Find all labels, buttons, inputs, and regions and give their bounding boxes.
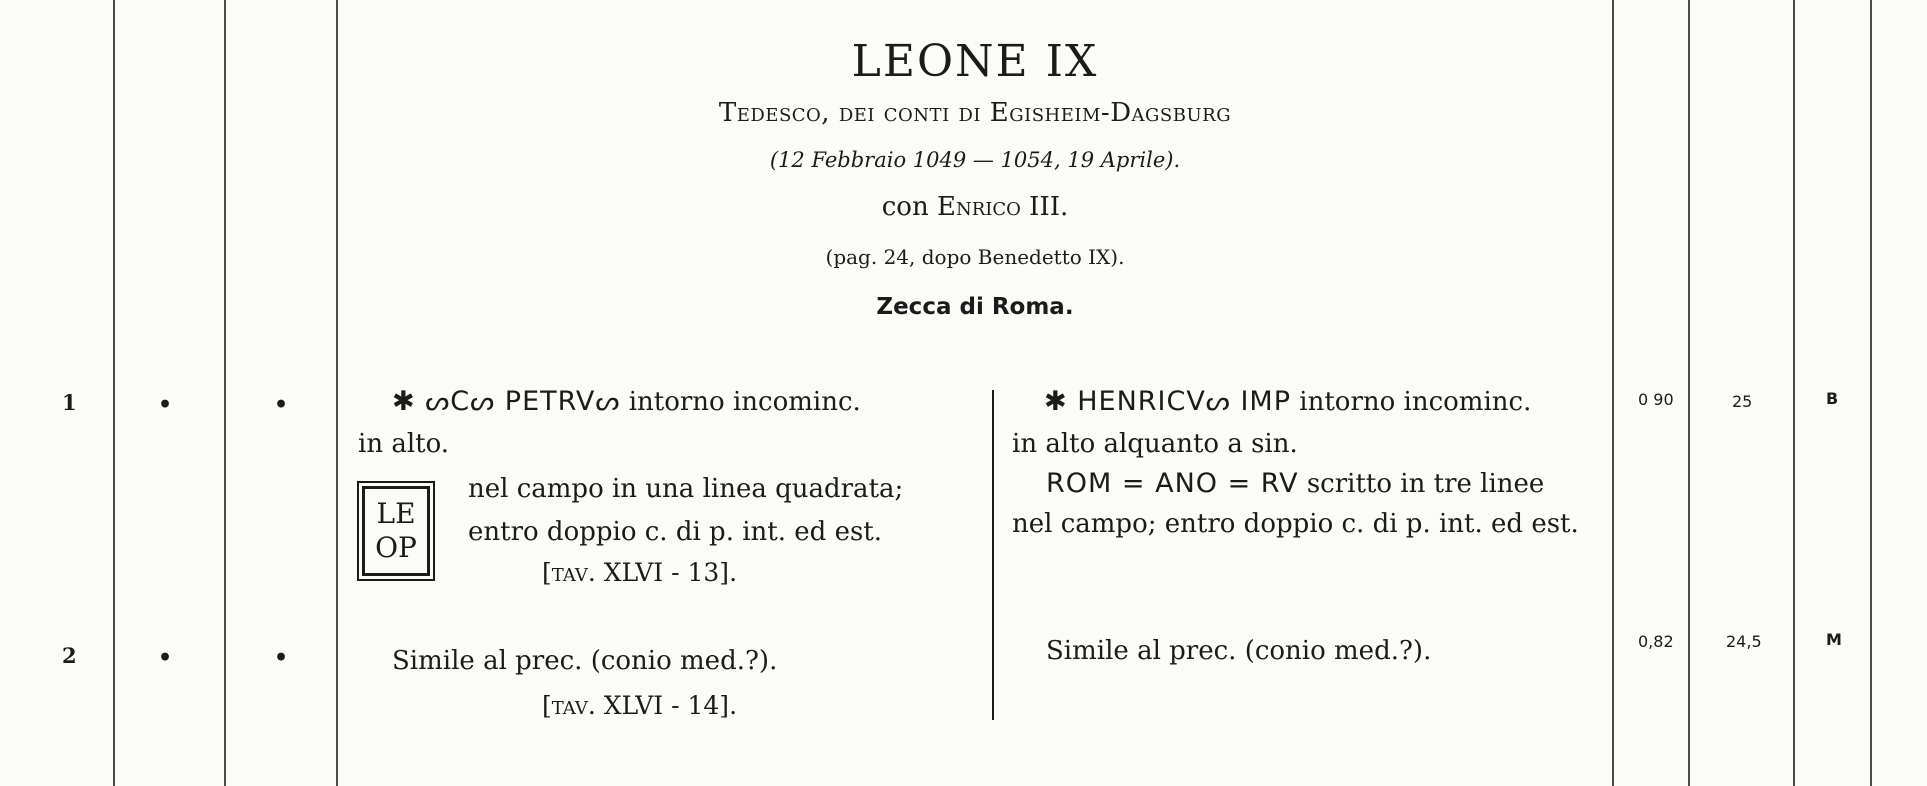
column-rule: [1612, 0, 1614, 786]
field-box-line-1: LE: [376, 497, 416, 530]
co-ruler-name: Enrico III.: [936, 192, 1069, 222]
reverse-line-4: nel campo; entro doppio c. di p. int. ed est.: [1012, 509, 1579, 539]
obverse-text: Simile al prec. (conio med.?).: [392, 646, 778, 676]
page-reference: (pag. 24, dopo Benedetto IX).: [825, 245, 1125, 269]
reverse-text: Simile al prec. (conio med.?).: [1046, 636, 1432, 666]
reverse-legend: ✱ HENRICVᔕ IMP: [1044, 386, 1292, 417]
plate-ref-label: tav.: [551, 691, 596, 720]
column-rule: [1688, 0, 1690, 786]
plate-ref-number: XLVI - 14].: [603, 691, 738, 720]
column-rule: [1870, 0, 1872, 786]
co-ruler-line: [340, 192, 1610, 222]
entry-mark: •: [274, 645, 289, 671]
obverse-field-line-1: nel campo in una linea quadrata;: [468, 474, 904, 504]
entry-mark: •: [158, 645, 173, 671]
diameter-value: 24,5: [1726, 632, 1762, 651]
weight-value: 0 90: [1638, 390, 1674, 409]
field-box-line-2: OP: [375, 531, 417, 564]
entry-number: 1: [62, 390, 77, 415]
plate-ref-label: tav.: [551, 558, 596, 587]
reverse-line-3: [1046, 464, 1544, 504]
plate-ref-bracket: [: [542, 558, 552, 587]
reign-dates: (12 Febbraio 1049 — 1054, 19 Aprile).: [769, 148, 1181, 172]
obverse-field-line-2: entro doppio c. di p. int. ed est.: [468, 517, 883, 547]
plate-reference: [542, 553, 737, 593]
plate-ref-bracket: [: [542, 691, 552, 720]
reverse-line3-text: scritto in tre linee: [1306, 469, 1545, 499]
entry-mark: •: [158, 392, 173, 418]
column-rule: [1793, 0, 1795, 786]
obverse-line1-text: intorno incominc.: [628, 387, 861, 417]
column-rule: [336, 0, 338, 786]
column-rule: [113, 0, 115, 786]
plate-reference: [542, 686, 737, 726]
entry-number: 2: [62, 643, 77, 668]
reverse-field-legend: ROM = ANO = RV: [1046, 468, 1299, 499]
obverse-line-2: in alto.: [358, 429, 450, 459]
obverse-line-1: [392, 382, 861, 422]
diameter-value: 25: [1732, 392, 1753, 411]
weight-value: 0,82: [1638, 632, 1674, 651]
rarity-value: M: [1826, 630, 1842, 649]
plate-ref-number: XLVI - 13].: [603, 558, 738, 587]
page-title: LEONE IX: [851, 36, 1099, 87]
obverse-reverse-divider: [992, 390, 994, 720]
rarity-value: B: [1826, 389, 1839, 408]
mint-heading: Zecca di Roma.: [876, 294, 1074, 320]
page-subtitle: Tedesco, dei conti di Egisheim-Dagsburg: [718, 98, 1232, 128]
reverse-line-2: in alto alquanto a sin.: [1012, 429, 1298, 459]
obverse-legend: ✱ ᔕCᔕ PETRVᔕ: [392, 386, 621, 417]
entry-mark: •: [274, 392, 289, 418]
field-box: [362, 486, 430, 576]
reverse-line-1: [1044, 382, 1531, 422]
reverse-line1-text: intorno incominc.: [1299, 387, 1532, 417]
column-rule: [224, 0, 226, 786]
co-ruler-prefix: con: [881, 192, 929, 222]
